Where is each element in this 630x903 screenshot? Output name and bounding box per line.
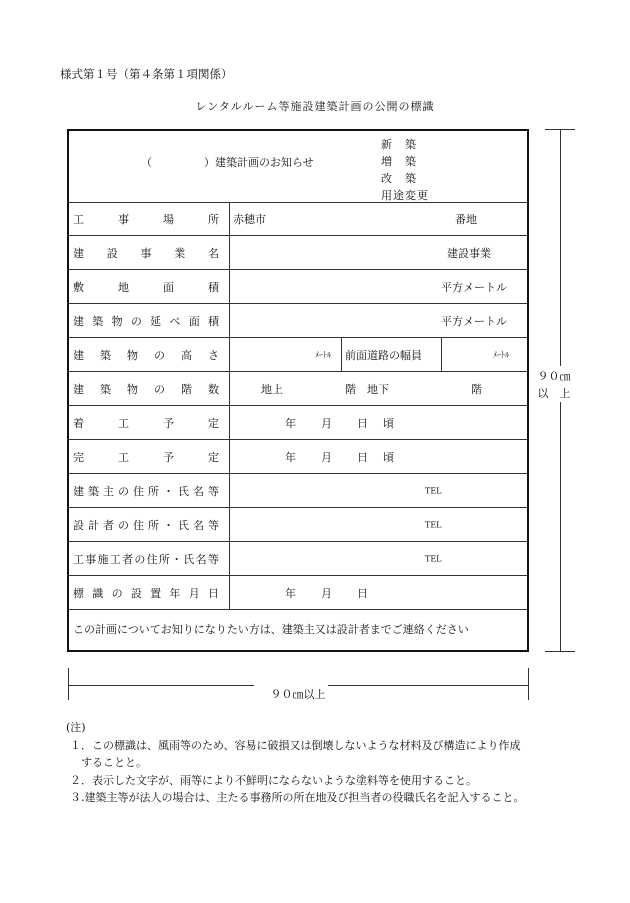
area-unit: 平方メートル bbox=[441, 314, 507, 328]
label-char: の bbox=[134, 552, 146, 566]
date-day: 日 bbox=[357, 586, 368, 600]
date-approx: 頃 bbox=[383, 450, 394, 464]
label-char: の bbox=[154, 382, 165, 396]
label-char: 完 bbox=[73, 450, 84, 464]
label-char: 氏 bbox=[183, 552, 195, 566]
field-label bbox=[73, 313, 219, 329]
label-char: 識 bbox=[92, 586, 104, 600]
field-label bbox=[73, 551, 219, 567]
label-char: 建 bbox=[73, 314, 84, 328]
dim-height-suffix: 以 上 bbox=[537, 387, 571, 400]
label-char: 設 bbox=[73, 518, 84, 532]
dim-bottom-tick bbox=[545, 651, 575, 652]
label-char: 予 bbox=[163, 416, 174, 430]
dim-vertical-line-lower bbox=[560, 402, 561, 651]
column-divider bbox=[229, 338, 230, 371]
column-divider bbox=[229, 270, 230, 303]
date-month: 月 bbox=[321, 450, 332, 464]
label-char: 名 bbox=[195, 552, 207, 566]
label-char: 物 bbox=[127, 348, 138, 362]
label-char: 築 bbox=[92, 314, 104, 328]
label-char: 面 bbox=[188, 314, 200, 328]
tel-label: TEL bbox=[425, 520, 442, 529]
label-char: 工 bbox=[73, 552, 84, 566]
field-label bbox=[73, 211, 219, 227]
label-char: 年 bbox=[169, 586, 181, 600]
date-month: 月 bbox=[321, 416, 332, 430]
column-divider bbox=[229, 474, 230, 507]
label-char: 予 bbox=[163, 450, 174, 464]
notice-text: 建築計画のお知らせ bbox=[215, 156, 314, 169]
label-char: 設 bbox=[106, 246, 118, 260]
road-width-label: 前面道路の幅員 bbox=[345, 348, 422, 362]
label-char: 工 bbox=[118, 416, 129, 430]
label-char: 住 bbox=[133, 484, 144, 498]
label-char: 氏 bbox=[178, 484, 189, 498]
label-char: 高 bbox=[181, 348, 192, 362]
notes-heading: (注) bbox=[66, 721, 86, 734]
document-title: レンタルルーム等施設建築計画の公開の標識 bbox=[195, 100, 435, 113]
floors-below-label: 地下 bbox=[367, 382, 389, 396]
column-divider bbox=[229, 508, 230, 541]
field-label bbox=[73, 415, 219, 431]
column-divider bbox=[341, 338, 342, 371]
label-char: の bbox=[111, 586, 123, 600]
label-char: 所 bbox=[148, 484, 159, 498]
label-char: 日 bbox=[207, 586, 219, 600]
date-month: 月 bbox=[321, 586, 332, 600]
form-row bbox=[69, 542, 527, 576]
form-row bbox=[69, 576, 527, 610]
label-char: 物 bbox=[127, 382, 138, 396]
note-item-1: １．この標識は、風雨等のため、容易に破損又は倒壊しないような材料及び構造により作成 bbox=[70, 738, 521, 752]
label-char: 事 bbox=[140, 246, 152, 260]
label-char: 建 bbox=[73, 484, 84, 498]
column-divider bbox=[229, 372, 230, 405]
field-label bbox=[73, 483, 219, 499]
label-char: 名 bbox=[193, 518, 204, 532]
label-char: 積 bbox=[208, 280, 219, 294]
form-row bbox=[69, 406, 527, 440]
type-change-of-use: 用途変更 bbox=[381, 189, 429, 202]
form-row bbox=[69, 202, 527, 236]
label-char: 主 bbox=[103, 484, 114, 498]
note-item-1-cont: することと。 bbox=[70, 756, 147, 769]
label-char: 計 bbox=[88, 518, 99, 532]
label-char: 着 bbox=[73, 416, 84, 430]
site-banchi-unit: 番地 bbox=[455, 212, 477, 226]
label-char: 建 bbox=[73, 246, 84, 260]
label-char: 所 bbox=[148, 518, 159, 532]
label-char: の bbox=[154, 348, 165, 362]
dim-vertical-line-upper bbox=[560, 129, 561, 366]
dim-width-label: ９０㎝以上 bbox=[270, 688, 326, 701]
label-char: ・ bbox=[171, 552, 183, 566]
label-char: 工 bbox=[109, 552, 121, 566]
site-city: 赤穂市 bbox=[233, 212, 266, 226]
label-char: 積 bbox=[207, 314, 219, 328]
label-char: 設 bbox=[130, 586, 142, 600]
form-number: 様式第１号（第４条第１項関係） bbox=[60, 67, 233, 81]
dim-height-label bbox=[536, 368, 572, 402]
bracket-open: （ bbox=[141, 156, 152, 169]
label-char: 業 bbox=[174, 246, 186, 260]
form-row bbox=[69, 508, 527, 542]
type-renovation: 改築 bbox=[381, 172, 429, 185]
date-day: 日 bbox=[357, 450, 368, 464]
label-char: 所 bbox=[158, 552, 170, 566]
label-char: 工 bbox=[118, 450, 129, 464]
area-unit: 平方メートル bbox=[441, 280, 507, 294]
label-char: の bbox=[130, 314, 142, 328]
label-char: 敷 bbox=[73, 280, 84, 294]
road-width-unit: ﾒｰﾄﾙ bbox=[493, 350, 509, 359]
field-label bbox=[73, 381, 219, 397]
label-char: ・ bbox=[163, 518, 174, 532]
date-approx: 頃 bbox=[383, 416, 394, 430]
column-divider bbox=[229, 202, 230, 235]
label-char: 築 bbox=[88, 484, 99, 498]
field-label bbox=[73, 585, 219, 601]
floors-below-unit: 階 bbox=[471, 382, 482, 396]
label-char: の bbox=[118, 484, 129, 498]
label-char: 階 bbox=[181, 382, 192, 396]
footer-note: この計画についてお知りになりたい方は、建築主又は設計者までご連絡ください bbox=[73, 623, 469, 636]
label-char: 面 bbox=[163, 280, 174, 294]
label-char: 月 bbox=[188, 586, 200, 600]
bracket-close: ） bbox=[204, 156, 215, 169]
label-char: べ bbox=[169, 314, 181, 328]
form-row bbox=[69, 304, 527, 338]
field-label bbox=[73, 245, 219, 261]
label-char: 所 bbox=[208, 212, 219, 226]
label-char: 施 bbox=[97, 552, 109, 566]
column-divider bbox=[229, 542, 230, 575]
floors-above-unit: 階 bbox=[345, 382, 356, 396]
label-char: 工 bbox=[73, 212, 84, 226]
label-char: 定 bbox=[208, 416, 219, 430]
field-label bbox=[73, 347, 219, 363]
column-divider bbox=[229, 440, 230, 473]
label-char: 場 bbox=[163, 212, 174, 226]
field-label bbox=[73, 279, 219, 295]
label-char: 名 bbox=[208, 246, 219, 260]
date-year: 年 bbox=[285, 450, 296, 464]
label-char: さ bbox=[208, 348, 219, 362]
label-char: 氏 bbox=[178, 518, 189, 532]
label-char: 定 bbox=[208, 450, 219, 464]
label-char: 地 bbox=[118, 280, 129, 294]
label-char: 者 bbox=[122, 552, 134, 566]
field-label bbox=[73, 449, 219, 465]
label-char: 物 bbox=[111, 314, 123, 328]
label-char: 標 bbox=[73, 586, 84, 600]
date-year: 年 bbox=[285, 416, 296, 430]
notes bbox=[66, 719, 596, 807]
label-char: 住 bbox=[146, 552, 158, 566]
label-char: 延 bbox=[150, 314, 162, 328]
label-char: の bbox=[118, 518, 129, 532]
label-char: 等 bbox=[207, 552, 219, 566]
form-row bbox=[69, 474, 527, 508]
form-row bbox=[69, 270, 527, 304]
label-char: 築 bbox=[100, 348, 111, 362]
date-year: 年 bbox=[285, 586, 296, 600]
dim-height-value: ９０㎝ bbox=[537, 370, 571, 383]
label-char: 置 bbox=[150, 586, 162, 600]
note-item-2: ２．表示した文字が、雨等により不鮮明にならないような塗料等を使用すること。 bbox=[70, 773, 477, 787]
height-unit: ﾒｰﾄﾙ bbox=[315, 350, 331, 359]
label-char: 事 bbox=[85, 552, 97, 566]
date-day: 日 bbox=[357, 416, 368, 430]
label-char: 数 bbox=[208, 382, 219, 396]
label-char: ・ bbox=[163, 484, 174, 498]
label-char: 等 bbox=[208, 518, 219, 532]
column-divider bbox=[229, 304, 230, 337]
note-item-3: ３.建築主等が法人の場合は、主たる事務所の所在地及び担当者の役職氏名を記入すること。 bbox=[70, 791, 525, 804]
form-row bbox=[69, 338, 527, 372]
header-notice bbox=[141, 154, 314, 170]
project-name-unit: 建設事業 bbox=[447, 246, 491, 260]
column-divider bbox=[229, 236, 230, 269]
form-row bbox=[69, 440, 527, 474]
label-char: 住 bbox=[133, 518, 144, 532]
label-char: 等 bbox=[208, 484, 219, 498]
column-divider bbox=[229, 406, 230, 439]
label-char: 事 bbox=[118, 212, 129, 226]
sign-header bbox=[69, 131, 527, 203]
form-row bbox=[69, 236, 527, 270]
floors-above-label: 地上 bbox=[261, 382, 283, 396]
label-char: 築 bbox=[100, 382, 111, 396]
form-row bbox=[69, 372, 527, 406]
sign-board bbox=[67, 129, 529, 652]
tel-label: TEL bbox=[425, 554, 442, 563]
tel-label: TEL bbox=[425, 486, 442, 495]
type-extension: 増築 bbox=[381, 155, 429, 168]
column-divider bbox=[229, 576, 230, 609]
label-char: 建 bbox=[73, 382, 84, 396]
label-char: 者 bbox=[103, 518, 114, 532]
type-new: 新築 bbox=[381, 138, 429, 151]
field-label bbox=[73, 517, 219, 533]
label-char: 名 bbox=[193, 484, 204, 498]
label-char: 建 bbox=[73, 348, 84, 362]
column-divider bbox=[441, 338, 442, 371]
